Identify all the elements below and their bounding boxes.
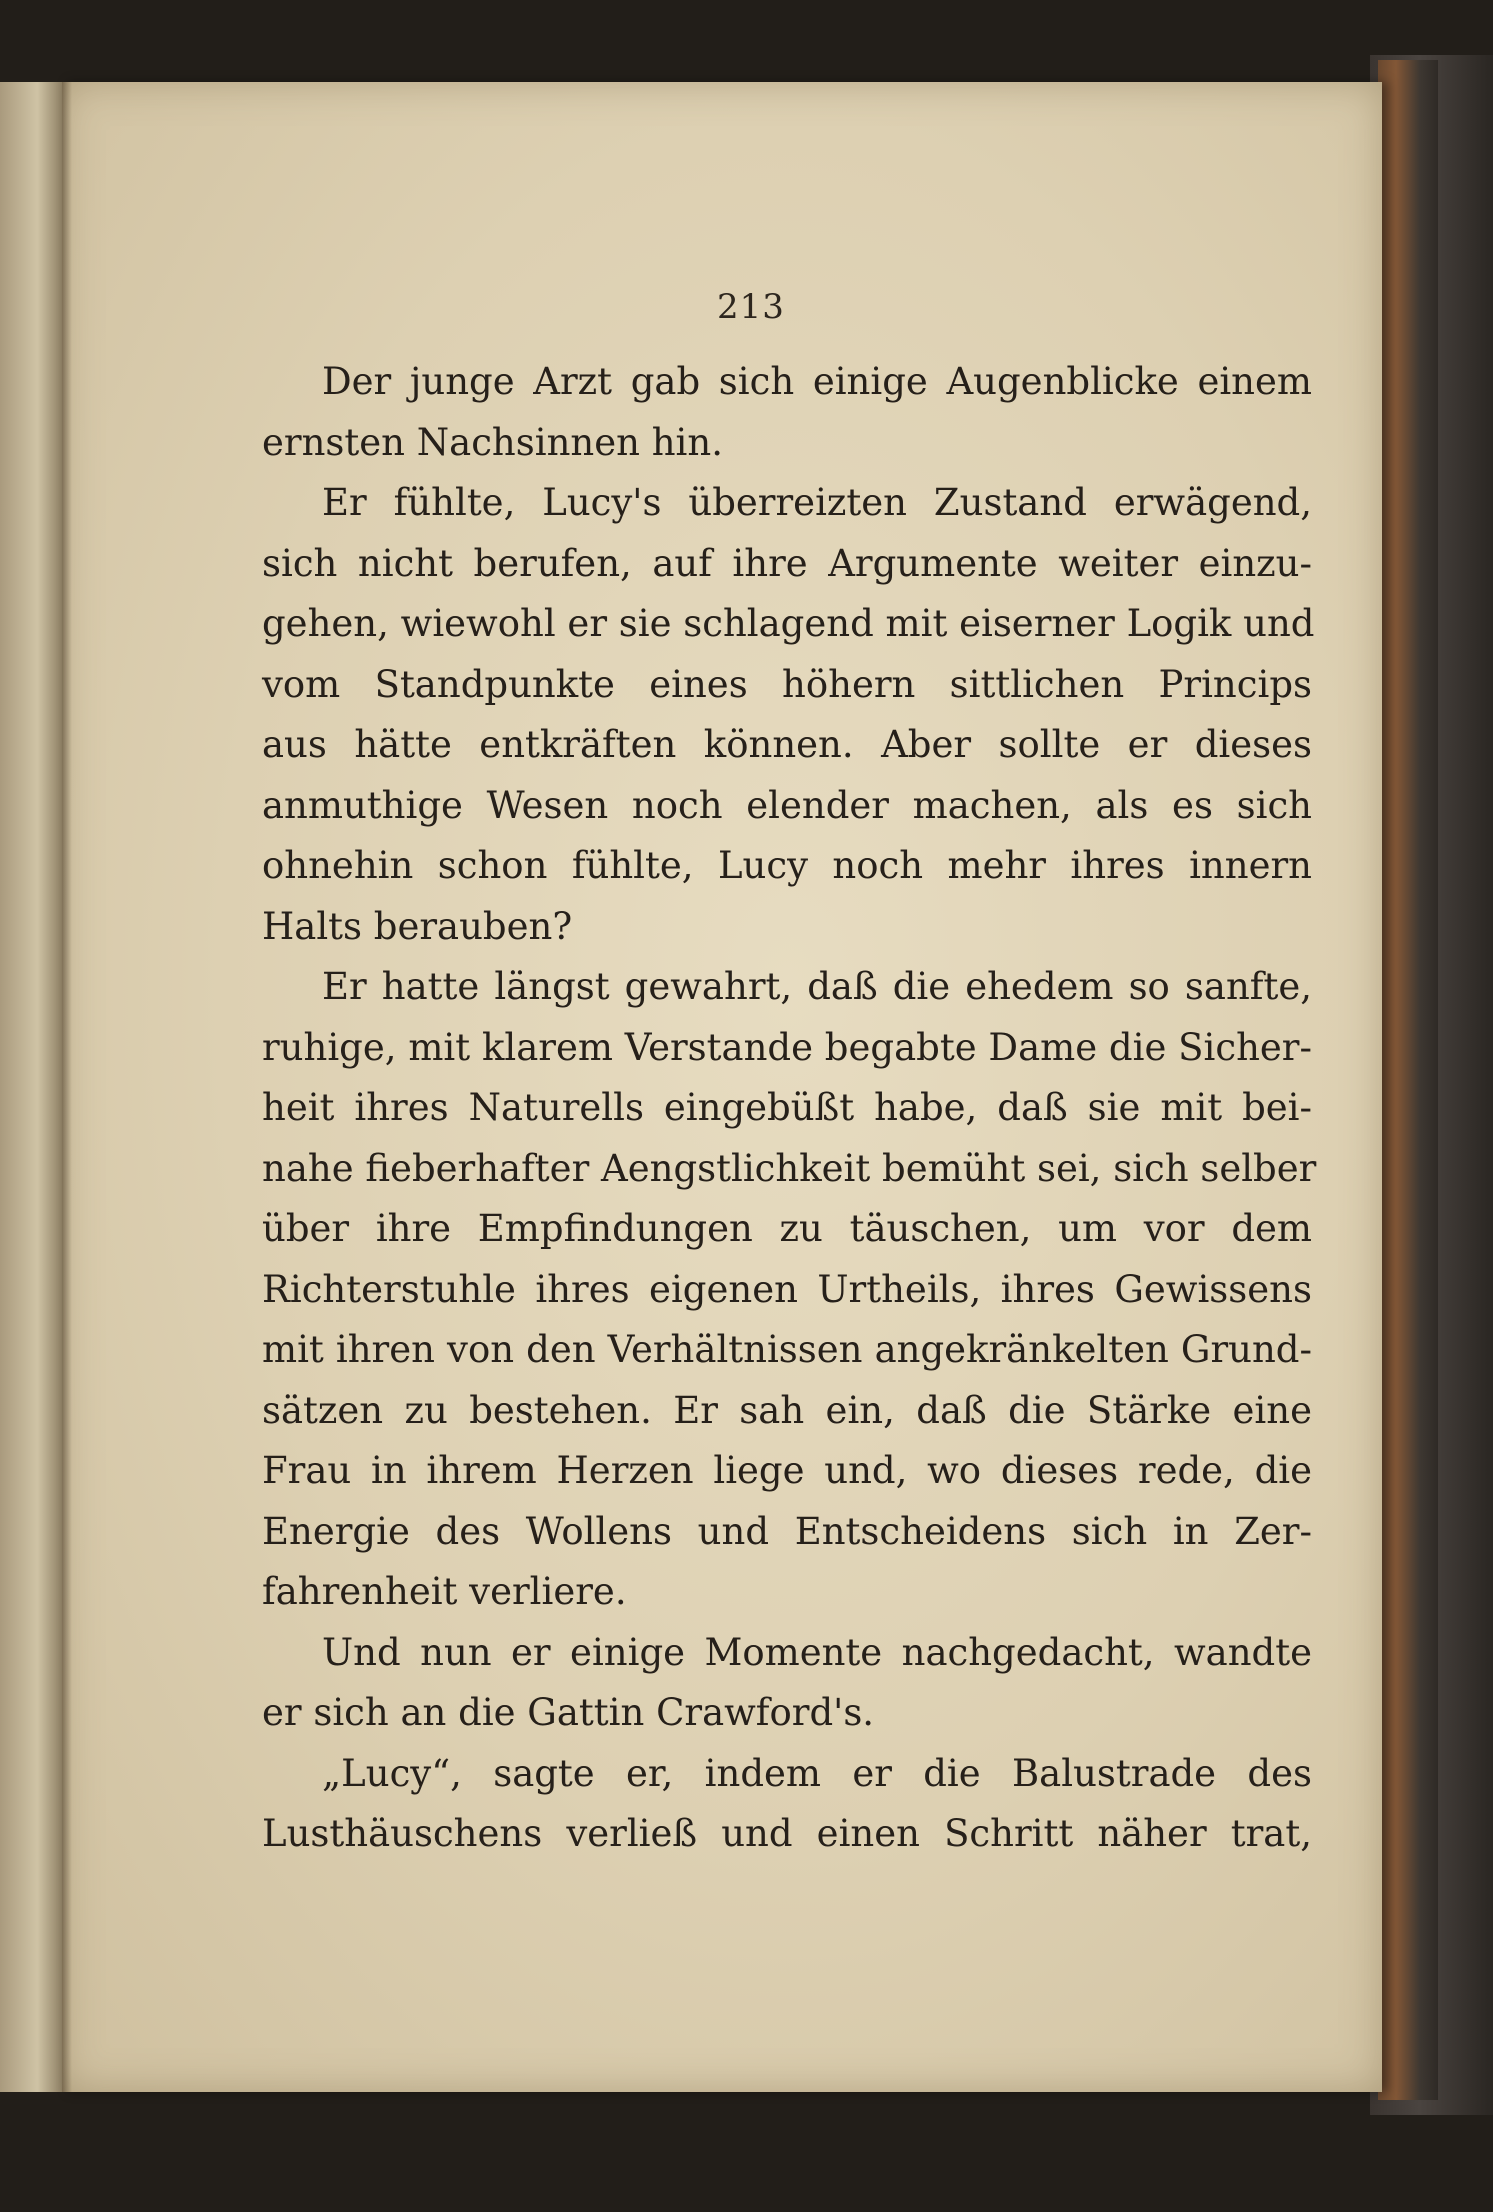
cover-edge — [1378, 60, 1438, 2100]
text-line: ruhige, mit klarem Verstande begabte Dame die Sicher- — [262, 1025, 1312, 1069]
text-line: aus hätte entkräften können. Aber sollte er dieses — [262, 723, 1312, 766]
text-line: er sich an die Gattin Crawford's. — [262, 1691, 875, 1734]
text-line: vom Standpunkte eines höhern sittlichen Princips — [262, 662, 1312, 706]
page-gutter — [62, 82, 72, 2092]
text-line: sich nicht berufen, auf ihre Argumente weiter einzu- — [262, 541, 1312, 585]
book-page — [62, 82, 1382, 2092]
text-line: Energie des Wollens und Entscheidens sich in Zer- — [262, 1509, 1312, 1553]
text-line: ohnehin schon fühlte, Lucy noch mehr ihres innern — [262, 844, 1312, 887]
text-line: Und nun er einige Momente nachgedacht, wandte — [322, 1630, 1312, 1674]
text-line: anmuthige Wesen noch elender machen, als es sich — [262, 783, 1312, 827]
text-line: mit ihren von den Verhältnissen angekränkelten Grund- — [262, 1328, 1312, 1371]
text-line: Er hatte längst gewahrt, daß die ehedem so sanfte, — [322, 965, 1312, 1008]
text-line: Er fühlte, Lucy's überreizten Zustand erwägend, — [322, 481, 1312, 524]
text-line: Frau in ihrem Herzen liege und, wo dieses rede, die — [262, 1449, 1312, 1492]
text-line: heit ihres Naturells eingebüßt habe, daß sie mit bei- — [262, 1086, 1312, 1129]
text-line: Richterstuhle ihres eigenen Urtheils, ihres Gewissens — [262, 1267, 1312, 1311]
text-line: ernsten Nachsinnen hin. — [262, 420, 723, 464]
text-line: fahrenheit verliere. — [262, 1570, 627, 1613]
page-number: 213 — [717, 287, 785, 327]
text-line: „Lucy“, sagte er, indem er die Balustrade des — [322, 1751, 1312, 1795]
text-line: gehen, wiewohl er sie schlagend mit eiserner Logik und — [262, 602, 1315, 645]
left-page-edge — [0, 82, 62, 2092]
text-line: Lusthäuschens verließ und einen Schritt näher trat, — [262, 1812, 1312, 1855]
text-line: über ihre Empfindungen zu täuschen, um vor dem — [262, 1207, 1312, 1250]
text-line: Der junge Arzt gab sich einige Augenblicke einem — [322, 360, 1312, 403]
text-line: nahe fieberhafter Aengstlichkeit bemüht sei, sich selber — [262, 1146, 1317, 1190]
text-line: Halts berauben? — [262, 904, 573, 948]
text-line: sätzen zu bestehen. Er sah ein, daß die Stärke eine — [262, 1388, 1312, 1432]
body-text — [262, 352, 1317, 1865]
